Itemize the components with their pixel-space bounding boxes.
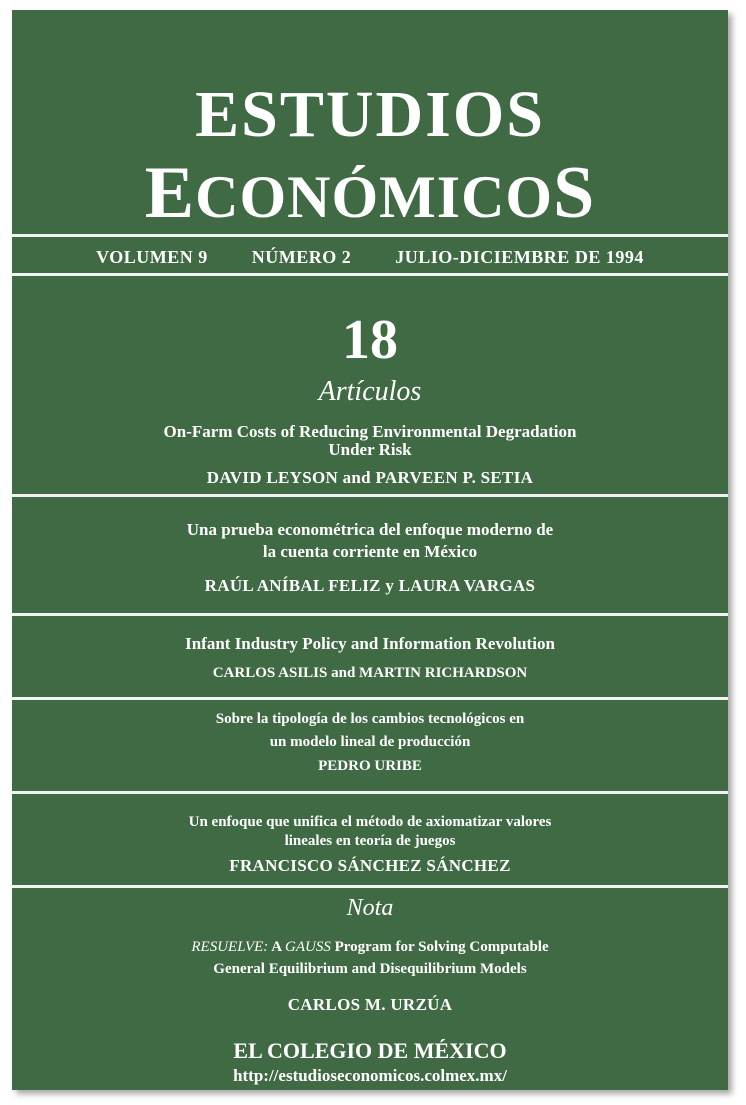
publisher-name: EL COLEGIO DE MÉXICO [233,1038,507,1063]
title-cap-s: S [553,152,596,234]
articles-heading: Artículos [318,376,422,407]
divider-rule [12,697,728,700]
journal-title-line2 [12,152,728,234]
volume-label: VOLUMEN 9 [96,247,208,267]
divider-rule [12,234,728,237]
article-3-authors: CARLOS ASILIS and MARTIN RICHARDSON [212,665,528,681]
publisher-url: http://estudioseconomicos.colmex.mx/ [233,1066,507,1085]
note-authors: CARLOS M. URZÚA [287,995,453,1014]
note-title-line2: General Equilibrium and Disequilibrium Models [213,961,527,977]
divider-rule [12,273,728,276]
issue-number: 18 [342,309,398,371]
period-label: JULIO-DICIEMBRE DE 1994 [395,247,644,267]
article-4-title-line1: Sobre la tipología de los cambios tecnológicos en [215,711,525,727]
article-1-title-line2: Under Risk [328,440,412,459]
title-small-caps: CONÓMICO [195,164,554,230]
note-title-line1 [12,938,728,956]
article-3-title-line1: Infant Industry Policy and Information Revolution [185,634,555,653]
article-5-authors: FRANCISCO SÁNCHEZ SÁNCHEZ [229,856,511,875]
note-heading: Nota [346,895,394,921]
article-1-title-line1: On-Farm Costs of Reducing Environmental Degradation [163,422,577,441]
journal-cover [12,10,728,1090]
journal-title-line1: ESTUDIOS [195,78,545,151]
article-2-title-line2: la cuenta corriente en México [262,542,478,561]
number-label: NÚMERO 2 [251,247,352,267]
note-title-text-1: A [268,939,285,955]
article-5-title-line1: Un enfoque que unifica el método de axiomatizar valores [188,814,552,830]
article-4-authors: PEDRO URIBE [318,758,422,774]
article-4-title-line2: un modelo lineal de producción [269,734,471,750]
divider-rule [12,613,728,616]
article-1-authors: DAVID LEYSON and PARVEEN P. SETIA [206,468,534,487]
note-program-name: RESUELVE: [191,939,269,955]
article-2-authors: RAÚL ANÍBAL FELIZ y LAURA VARGAS [204,576,536,595]
note-title-text-2: Program for Solving Computable [330,939,549,955]
note-software-name: GAUSS [285,939,331,955]
title-cap-e: E [144,152,196,234]
issue-info-row [12,248,728,266]
divider-rule [12,494,728,497]
divider-rule [12,791,728,794]
article-2-title-line1: Una prueba econométrica del enfoque moderno de [186,520,554,539]
article-5-title-line2: lineales en teoría de juegos [284,833,456,849]
divider-rule [12,885,728,888]
